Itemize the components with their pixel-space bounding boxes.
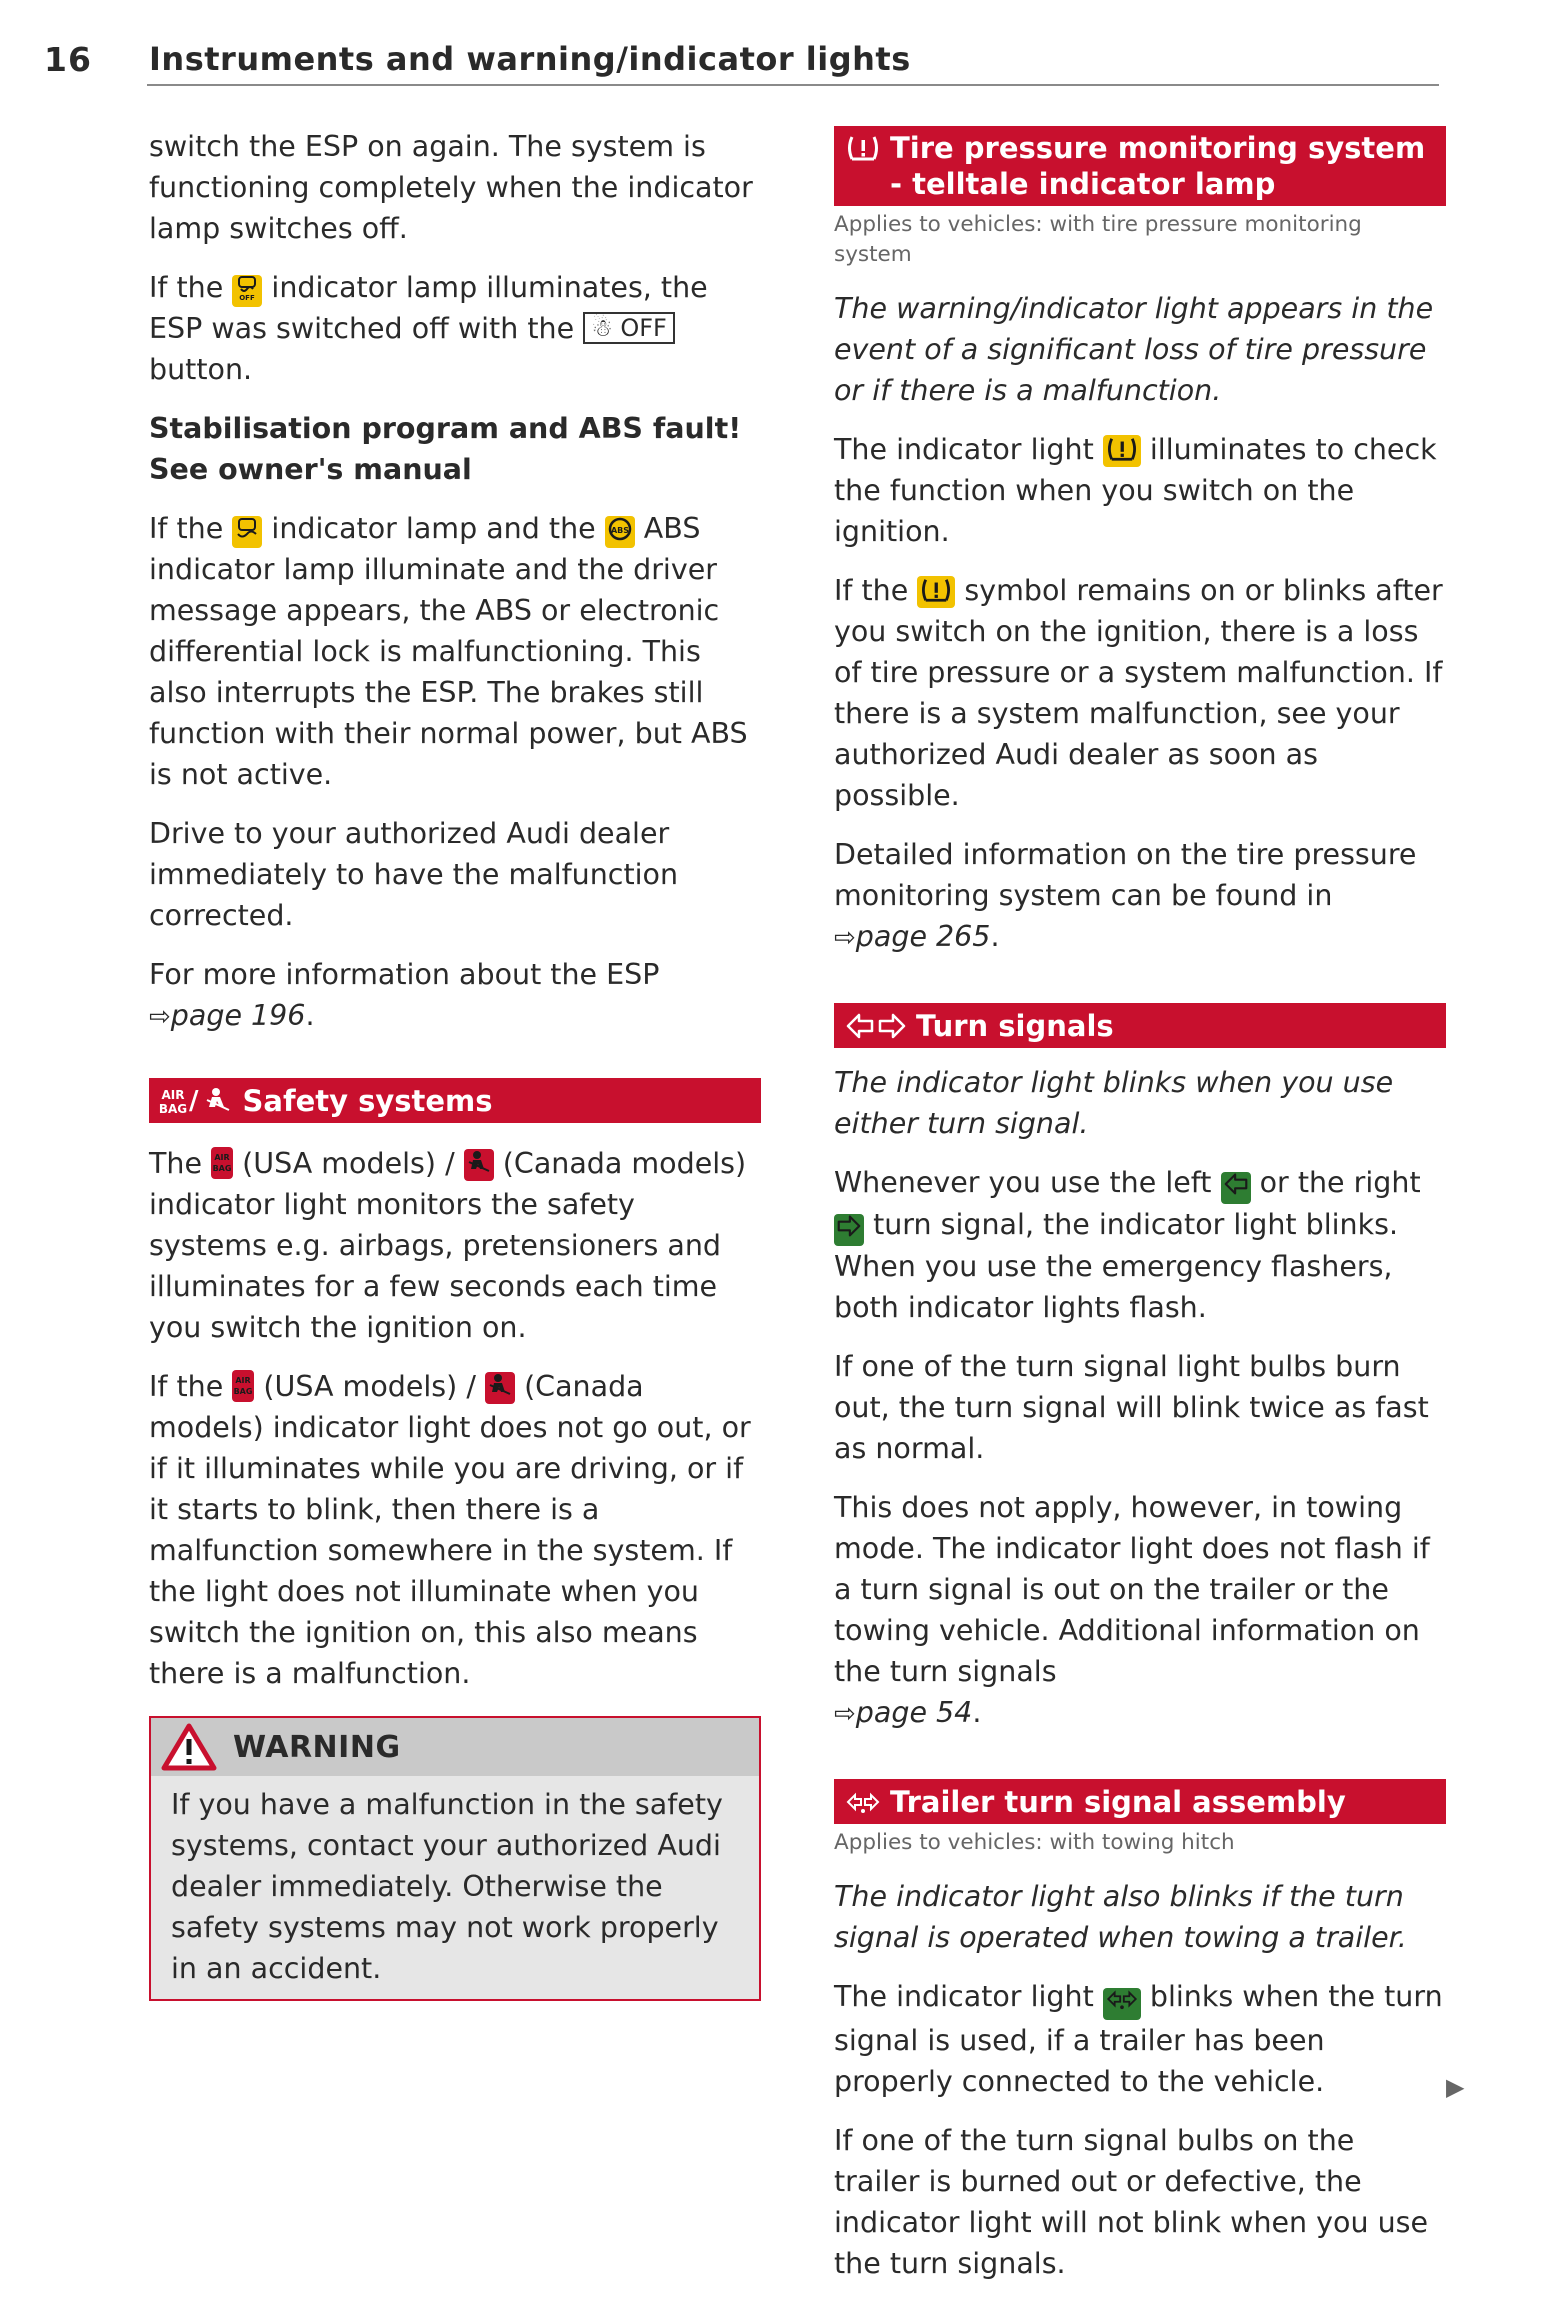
tpms-paragraph-2: If the symbol remains on or blinks after you switch on the ignition, there is a loss of tire pressure or a system malfunction. If there is a system malfunction, see your authorized Audi dealer as soon as possible. [834, 574, 1443, 812]
occupant-safety-icon [203, 1086, 233, 1116]
xref-arrow-icon: ⇨ [149, 1002, 171, 1032]
airbag-lamp-icon [211, 1147, 233, 1179]
abs-lamp-icon [605, 516, 635, 548]
esp-paragraph-1: switch the ESP on again. The system is functioning completely when the indicator lamp switches off. [149, 130, 753, 245]
warning-box [149, 1716, 761, 2001]
turn-paragraph-3: This does not apply, however, in towing mode. The indicator light does not flash if a turn signal is out on the trailer or the towing vehicle. Additional information on the turn signals ⇨page 54. [834, 1491, 1430, 1729]
safety-systems-heading: AIR BAG / Safety systems [149, 1078, 761, 1123]
svg-text:BAG: BAG [233, 1387, 253, 1396]
tpms-paragraph-3: Detailed information on the tire pressure monitoring system can be found in ⇨page 265. [834, 838, 1417, 953]
safety-paragraph-2: If the AIR BAG (USA models) / (Canada models) indicator light does not go out, or if it illuminates while you are driving, or if it starts to blink, then there is a malfunction somewhere in the system. If the light does not illuminate when you switch the ignition on, this also means there is a malfunction. [149, 1370, 751, 1690]
page-number: 16 [44, 40, 92, 79]
tpms-heading: Tire pressure monitoring system - telltale indicator lamp [834, 126, 1446, 206]
trailer-applies: Applies to vehicles: with towing hitch [834, 1830, 1235, 1855]
turn-paragraph-1: Whenever you use the left or the right turn signal, the indicator light blinks. When you use the emergency flashers, both indicator lights flash. [834, 1166, 1421, 1324]
warning-header [151, 1718, 759, 1776]
esp-paragraph-2: If the OFF indicator lamp illuminates, the ESP was switched off with the ☃ OFF button. [149, 271, 708, 386]
tire-pressure-lamp-icon [1103, 435, 1141, 467]
esp-paragraph-3: If the indicator lamp and the ABS ABS indicator lamp illuminate and the driver message appears, the ABS or electronic differential lock is malfunctioning. This also interrupts the ESP. The brakes still function with their normal power, but ABS is not active. [149, 512, 748, 791]
trailer-turn-lamp-icon [1103, 1988, 1141, 2020]
right-turn-signal-icon [878, 1013, 906, 1039]
esp-off-button-label: ☃ OFF [583, 312, 675, 344]
trailer-paragraph-2: If one of the turn signal bulbs on the trailer is burned out or defective, the indicator light will not blink when you use the turn signals. [834, 2124, 1429, 2280]
svg-text:BAG: BAG [212, 1164, 232, 1173]
airbag-icon [158, 1086, 188, 1116]
tpms-applies: Applies to vehicles: with tire pressure monitoring system [834, 212, 1362, 267]
turn-signals-heading: Turn signals [834, 1003, 1446, 1048]
tire-pressure-icon [846, 133, 880, 163]
turn-intro: The indicator light blinks when you use either turn signal. [834, 1066, 1394, 1140]
right-turn-lamp-icon [834, 1214, 864, 1246]
esp-paragraph-4: Drive to your authorized Audi dealer immediately to have the malfunction corrected. [149, 817, 679, 932]
turn-paragraph-2: If one of the turn signal light bulbs burn out, the turn signal will blink twice as fast as normal. [834, 1350, 1429, 1465]
warning-title: WARNING [233, 1729, 401, 1765]
xref-page-196[interactable]: page 196 [170, 999, 306, 1032]
warning-text: If you have a malfunction in the safety systems, contact your authorized Audi dealer immediately. Otherwise the safety systems may not work properly in an accident. [171, 1788, 723, 1985]
trailer-turn-signal-icon [846, 1790, 880, 1814]
xref-page-265[interactable]: page 265 [855, 920, 991, 953]
svg-text:BAG: BAG [158, 1102, 188, 1116]
abs-fault-heading: Stabilisation program and ABS fault! See owner's manual [149, 412, 742, 486]
esp-lamp-icon [232, 516, 262, 548]
esp-off-lamp-icon [232, 275, 262, 307]
occupant-safety-lamp-icon [464, 1149, 494, 1181]
tpms-paragraph-1: The indicator light illuminates to check the function when you switch on the ignition. [834, 433, 1437, 548]
trailer-intro: The indicator light also blinks if the turn signal is operated when towing a trailer. [834, 1880, 1407, 1954]
xref-arrow-icon: ⇨ [834, 923, 856, 953]
tire-pressure-lamp-icon [917, 576, 955, 608]
airbag-lamp-icon [232, 1370, 254, 1402]
svg-text:AIR: AIR [161, 1088, 185, 1102]
svg-text:AIR: AIR [214, 1153, 230, 1162]
page-title: Instruments and warning/indicator lights [149, 40, 911, 78]
tpms-intro: The warning/indicator light appears in the event of a significant loss of tire pressure or if there is a malfunction. [834, 292, 1434, 407]
warning-triangle-icon [161, 1723, 217, 1771]
svg-text:ABS: ABS [610, 526, 629, 535]
right-column [834, 126, 1446, 2302]
left-turn-lamp-icon [1221, 1172, 1251, 1204]
safety-paragraph-1: The AIR BAG (USA models) / (Canada models) indicator light monitors the safety systems e.g. airbags, pretensioners and illuminates for a few seconds each time you switch the ignition on. [149, 1147, 747, 1344]
xref-page-54[interactable]: page 54 [855, 1696, 973, 1729]
occupant-safety-lamp-icon [485, 1372, 515, 1404]
esp-paragraph-5: For more information about the ESP ⇨page 196. [149, 958, 660, 1032]
left-column [149, 126, 761, 2001]
trailer-paragraph-1: The indicator light blinks when the turn signal is used, if a trailer has been properly connected to the vehicle. [834, 1980, 1443, 2098]
svg-text:OFF: OFF [239, 294, 256, 302]
svg-text:AIR: AIR [235, 1376, 252, 1385]
continue-arrow-icon: ▶ [1446, 2073, 1465, 2101]
xref-arrow-icon: ⇨ [834, 1699, 856, 1729]
header-divider [147, 84, 1439, 86]
trailer-heading: Trailer turn signal assembly [834, 1779, 1446, 1824]
left-turn-signal-icon [846, 1013, 874, 1039]
